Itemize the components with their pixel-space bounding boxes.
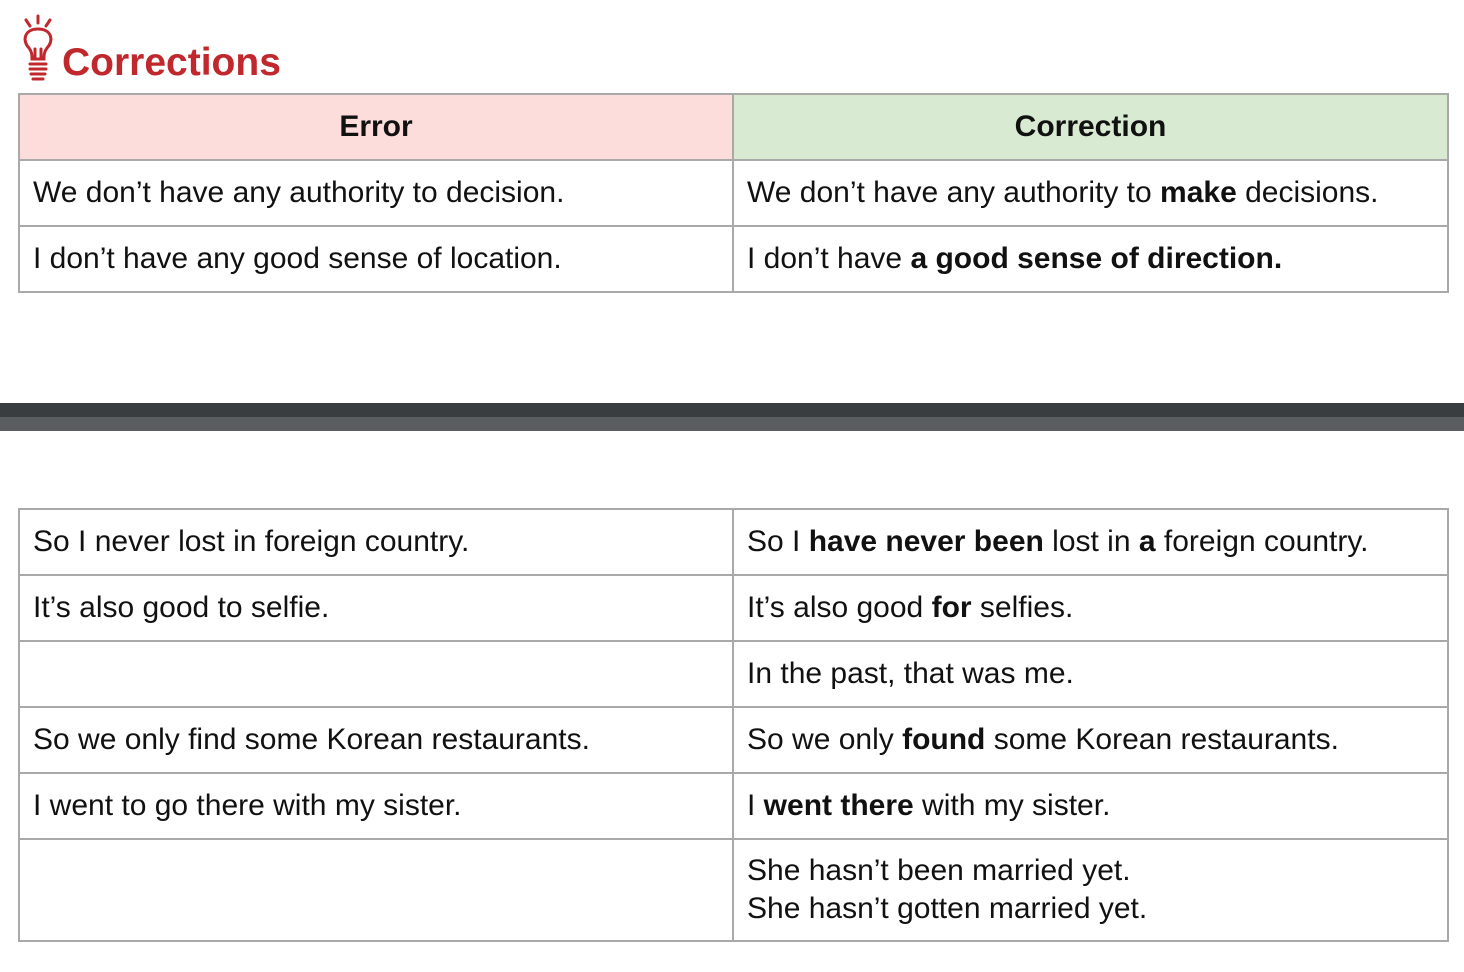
table-header-row [19,94,1448,160]
correction-cell [733,773,1448,839]
correction-cell [733,839,1448,941]
table-row [19,160,1448,226]
correction-text: some Korean restaurants. [985,723,1339,756]
correction-text: I [747,789,764,822]
page-header [18,4,281,88]
correction-cell [733,641,1448,707]
table-row [19,226,1448,292]
lightbulb-icon [18,14,60,88]
page-title: Corrections [62,41,281,84]
correction-text: I don’t have [747,242,911,275]
correction-cell [733,160,1448,226]
correction-text: decisions. [1236,176,1379,209]
error-cell [19,839,733,941]
table-row [19,839,1448,941]
correction-cell [733,707,1448,773]
correction-column-header: Correction [733,94,1448,160]
correction-highlight: a good sense of direction. [910,242,1283,275]
error-cell: It’s also good to selfie. [19,575,733,641]
corrections-table-bottom [18,508,1449,942]
correction-text: In the past, that was me. [747,657,1074,690]
correction-highlight: found [902,723,986,756]
correction-text: selfies. [971,591,1074,624]
table-row [19,707,1448,773]
correction-cell [733,575,1448,641]
table-row [19,509,1448,575]
correction-text: She hasn’t been married yet. [747,854,1131,887]
correction-highlight: for [931,591,972,624]
correction-text: She hasn’t gotten married yet. [747,892,1148,925]
table-row [19,575,1448,641]
correction-text: We don’t have any authority to [747,176,1161,209]
correction-text: So we only [747,723,903,756]
error-cell [19,641,733,707]
section-divider [0,403,1464,431]
correction-highlight: went there [763,789,914,822]
corrections-table-top [18,93,1449,293]
correction-text: with my sister. [913,789,1111,822]
error-column-header: Error [19,94,733,160]
correction-text: It’s also good [747,591,932,624]
error-cell: We don’t have any authority to decision. [19,160,733,226]
table-row [19,641,1448,707]
error-cell: I don’t have any good sense of location. [19,226,733,292]
error-cell: So I never lost in foreign country. [19,509,733,575]
correction-highlight: make [1160,176,1237,209]
correction-cell [733,226,1448,292]
error-cell: I went to go there with my sister. [19,773,733,839]
correction-cell [733,509,1448,575]
correction-text: So I [747,525,809,558]
correction-highlight: a [1138,525,1156,558]
correction-text: lost in [1043,525,1139,558]
correction-highlight: have never been [808,525,1044,558]
table-row [19,773,1448,839]
error-cell: So we only find some Korean restaurants. [19,707,733,773]
correction-text: foreign country. [1155,525,1369,558]
